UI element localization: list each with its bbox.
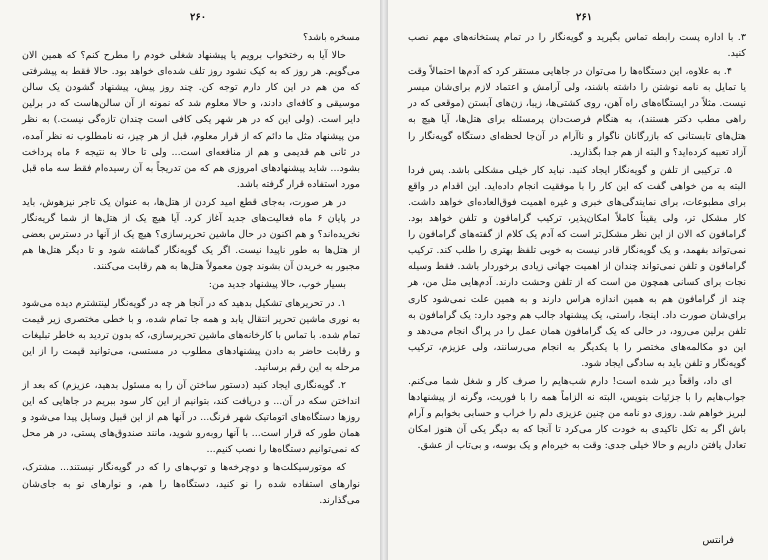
left-page-body [22,30,360,509]
left-paragraph: حالا آیا به رختخواب برویم یا پیشنهاد شغلی خودم را مطرح کنم؟ که همین الان می‌گویم. هر روز که به کیک نشود روز تلف شده‌ای خواهد بود. حالا فقط به پیشرفتی که من هم در این کار دارم توجه کن. چند روز پیش، پیشنهاد گشودن یک سالن موسیقی و کافه‌ای دادند، و حالا معلوم شد که نمونه از آن سالن‌هاست که در برلین دایر است. (ولی این که در هر شهر یکی کافی است چندان تازه‌گی نیست.) به نظر من پیشنهاد مثل ما دائم که از قرار معلوم، قبل از هر چیز، نه نامطلوب نه نظر آمده، در ثانی هم قدیمی و هم از منافعه‌ای است... ولی تا حالا به نتیجه ۶ ماه پرداخت بشود... شاید پیشنهاد‌های امروزی هم که من تدریجاً به آن رسیده‌ام فقط سه ماه قبل مورد استفاده قرار گرفته باشد. [22,50,360,190]
right-paragraph: ای داد، واقعاً دیر شده است! دارم شب‌هایم را صرف کار و شغل شما می‌کنم. جواب‌هایم را با جزئیات بنویس، البته نه الزاماً همه را با فوریت، وگرنه از پیشنهادها لبریز خواهم شد. روزی دو نامه من چنین عزیزی دلم را خراب و حسابی بخوابم و آرام باش اگر به تکل تاکیدی به خودت کار می‌کرد تا آنجا که به دیگر یکی آن هنوز امکان تعادل یافتن داریم و حالا خیلی جدی: وقت به خیره‌ام و یک بوسه، و بی‌تاب از عشق. [408,375,746,452]
right-page [386,0,768,560]
right-paragraph: ۵. ترکیبی از تلفن و گویه‌نگار ایجاد کنید. نباید کار خیلی مشکلی باشد. پس فردا البته به من خواهی گفت که این کار را با موفقیت انجام داده‌اید. این اقدام در واقع برای مطبوعات، برای نمایندگی‌های خبری و غیره اهمیت فوق‌العاده‌ای خواهد داشت. کار مشکل تر، ولی یقیناً کاملاً امکان‌پذیر، ترکیب گرامافون و تلفن خواهد بود. گرامافون که الان از این نظر مشکل‌تر است که آدم یک کلام از گفته‌های گرامافون را نمی‌تواند بفهمد، و یک گویه‌نگار قادر نیست به خوبی تلفظ بهتری را طلب کند. ترکیب گرامافون و تلفن نمی‌تواند چندان از اهمیت جهانی زیادی برخوردار باشد. فقط وسیله نجات برای کسانی همچون من است که از تلفن وحشت دارند. آدم‌هایی مثل من، هر چند از گرامافون هم به همین اندازه هراس دارند و به همین علت نمی‌شود کاری برای‌شان صورت داد. اینجا، راستی، یک پیشنهاد جالب هم وجود دارد: یک گرامافون به تلفن برلین می‌رود، در حالی که یک گرامافون همان عمل را در پراگ انجام می‌دهد و این دو مکالمه‌های مختصر را با یکدیگر به انجام می‌رسانند، ولی عزیزم، ترکیب گویه‌نگار و تلفن باید به سادگی ایجاد شود. [408,164,746,369]
right-paragraph: ۳. با اداره پست رابطه تماس بگیرید و گویه‌نگار را در تمام پستخانه‌های مهم نصب کنید. [408,32,746,60]
left-paragraph: ۲. گویه‌نگاری ایجاد کنید (دستور ساختن آن را به مسئول بدهید، عزیزم) که بعد از انداختن سکه در آن... و دریافت کند، بتوانیم از این کار سود ببریم در جاهایی که این روزها دستگاه‌های اتوماتیک شهر فرنگ... در آنها هم از این قبیل وسایل پیدا می‌شود و همان طور که قرار است... با آنها روبه‌رو شوید، مانند صندوق‌های پستی، در هر محل که نمی‌توانیم دستگاه‌ها را نصب کنیم... [22,379,360,456]
left-paragraph: مسخره باشد؟ [302,32,360,43]
left-paragraph: در هر صورت، به‌جای قطع امید کردن از هتل‌ها، به عنوان یک تاجر نیزهوش، باید در پایان ۶ ماه فعالیت‌های جدید آغاز کرد. آیا هیچ یک از هتل‌ها از شما گریه‌نگار نخریده‌اند؟ و هم اکنون در حال ماشین تحریرسازی؟ هیچ یک از آنها در دسترس بعضی از هتل‌ها به طور ناپیدا نیست. اگر یک گویه‌نگار گماشته شود و تا دیگر هتل‌ها هم مجبور به خریدن آن بشوند چون معمولاً هتل‌ها به هم رقابت می‌کنند. [22,196,360,273]
left-page [0,0,382,560]
right-paragraph: ۴. به علاوه، این دستگاه‌ها را می‌توان در جاهایی مستقر کرد که آدم‌ها احتمالاً وقت یا تمایل به نامه نوشتن را داشته باشند، ولی آرامش و اعتماد لازم برای‌شان میسر نیست. مثلاً در ایستگاه‌های راه آهن، روی کشتی‌ها، زیبا، زن‌های آبستن (موقعی که در راهی مطب دکتر هستند)، به هنگام فرصت‌دان پرمسئله برای هتل‌ها، آیا هیچ به هتل‌های تابستانی که بازرگانان ناگوار و ناآرام در آن‌جا لحظه‌ای دستگاه گویه‌نگار را آزاد تعبیه کرده‌اید؟ و البته از هم جدا بگذارید. [408,66,746,158]
left-paragraph: ۱. در تحریرهای تشکیل بدهید که در آنجا هر چه در گویه‌نگار لینتشترم دیده می‌شود به نوری ماشین تحریر انتقال یابد و همه جا تمام شده، و با خطی مختصری زیر قیمت تمام شده. با تماس با کارخانه‌های ماشین تحریرسازی، که بدون تردید به خاطر تبلیغات و رقابت حاضر به دادن پیشنهادهای مطلوب در مستسی، می‌توانید قیمت را از این مرحله به این رقم برسانید. [22,297,360,373]
left-paragraph: بسیار خوب، حالا پیشنهاد جدید من: [208,279,346,291]
left-paragraph: که موتورسیکلت‌ها و دوچرخه‌ها و توپ‌های را که در گویه‌نگار نیستند... مشترک، نوارهای استفاده شده را نو کنید، دستگاه‌ها را هم، و نوارهای نو به جای‌شان می‌گذارند. [22,462,360,506]
left-page-number: ۲۶۰ [190,12,207,23]
right-page-number: ۲۶۱ [576,12,593,23]
signature-footer: فرانتس [702,535,734,546]
right-page-body [408,30,746,454]
